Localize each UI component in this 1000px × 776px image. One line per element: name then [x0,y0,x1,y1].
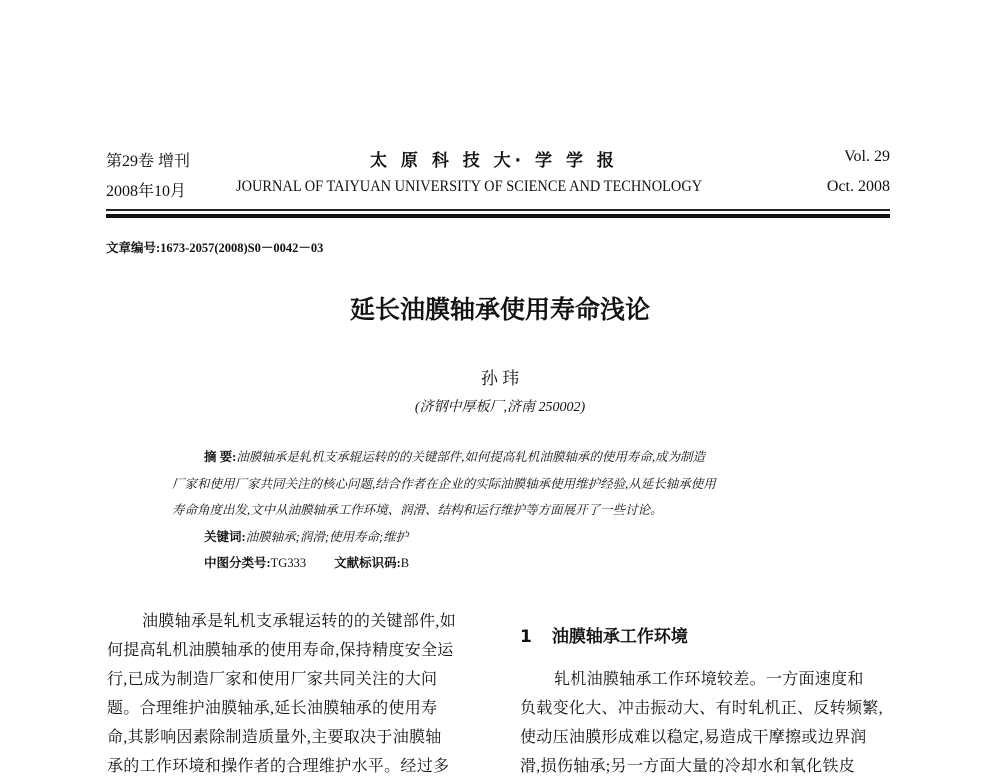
date-cn: 2008年10月 [106,183,187,200]
affiliation: (济钢中厚板厂,济南 250002) [414,400,586,415]
section-number: 1 [520,627,532,647]
left-col-line-5: 命,其影响因素除制造质量外,主要取决于油膜轴 [107,729,442,746]
journal-title-cn: 太 原 科 技 大· 学 学 报 [370,151,618,171]
header-rule-thin [106,209,890,211]
clc-label: 中图分类号: [204,556,271,570]
header-rule-thick [106,214,890,218]
keywords-label: 关键词: [204,530,246,544]
right-col-line-3: 使动压油膜形成难以稳定,易造成干摩擦或边界润 [520,729,867,746]
keywords [204,527,408,545]
right-col-line-2: 负载变化大、冲击振动大、有时轧机正、反转频繁, [520,700,883,717]
right-col-line-1: 轧机油膜轴承工作环境较差。一方面速度和 [554,671,864,688]
left-col-line-3: 行,已成为制造厂家和使用厂家共同关注的大问 [107,671,438,688]
section-1-heading [520,622,688,647]
volume-cn: 第29卷 增刊 [106,153,191,170]
doc-code-value: B [400,556,410,570]
left-col-line-4: 题。合理维护油膜轴承,延长油膜轴承的使用寿 [107,700,438,717]
keywords-value: 油膜轴承;润滑;使用寿命;维护 [245,530,409,544]
left-col-line-6: 承的工作环境和操作者的合理维护水平。经过多 [107,758,450,775]
section-title: 油膜轴承工作环境 [551,627,688,647]
left-col-line-1: 油膜轴承是轧机支承辊运转的的关键部件,如 [142,613,457,630]
journal-title-en: JOURNAL OF TAIYUAN UNIVERSITY OF SCIENCE AND TECHNOLOGY [236,178,703,195]
abstract-text: 油膜轴承是轧机支承辊运转的的关键部件,如何提高轧机油膜轴承的使用寿命,成为制造 [236,450,706,464]
classification [204,553,409,571]
clc-value: TG333 [270,556,307,570]
abstract-label: 摘 要: [204,450,237,464]
abstract-line-2: 厂家和使用厂家共同关注的核心问题,结合作者在企业的实际油膜轴承使用维护经验,从延长轴承使用 [172,477,716,491]
date-en: Oct. 2008 [826,178,890,195]
doc-code-label: 文献标识码: [334,556,401,570]
abstract-line-3: 寿命角度出发,文中从油膜轴承工作环境、润滑、结构和运行维护等方面展开了一些讨论。 [172,503,663,517]
left-col-line-2: 何提高轧机油膜轴承的使用寿命,保持精度安全运 [107,642,454,659]
article-id: 文章编号:1673-2057(2008)S0－0042－03 [106,241,324,255]
paper-title: 延长油膜轴承使用寿命浅论 [349,295,650,324]
right-col-line-4: 滑,损伤轴承;另一方面大量的冷却水和氧化铁皮 [520,758,856,775]
abstract-line-1 [204,447,705,465]
author: 孙 玮 [480,369,520,388]
volume-en: Vol. 29 [844,148,890,165]
